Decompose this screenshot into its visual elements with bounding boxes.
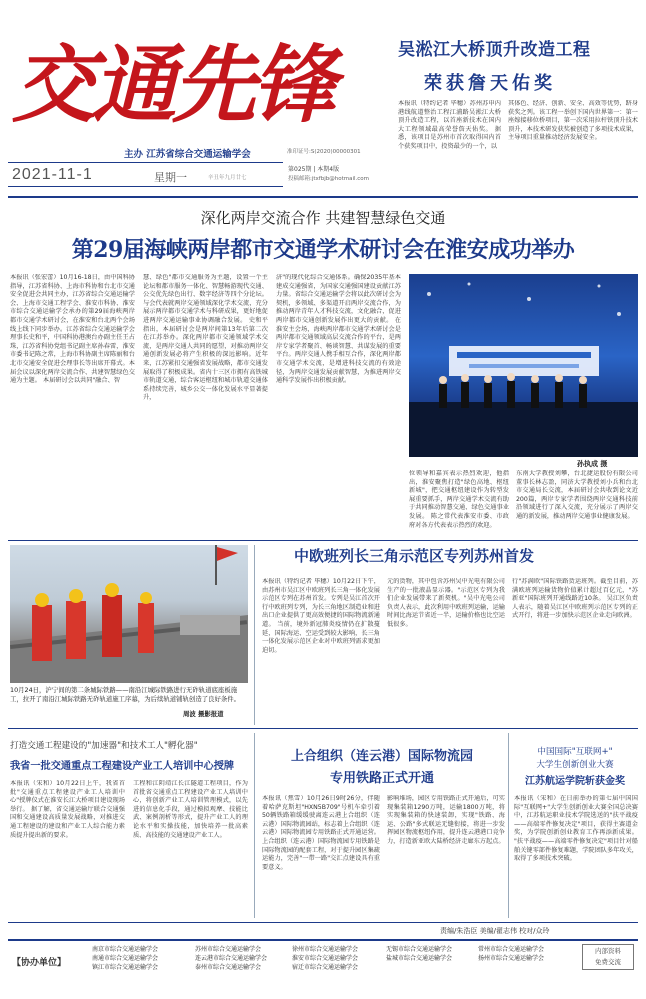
rail-photo-caption: 10月24日，沪宁间的第二条城际铁路——南沿江城际铁路进行无砟轨道底座板施工，拉开了南沿江城际铁路无砟轨道施工序幕，为后续轨道铺轨创造了良好条件。 [10,686,241,703]
masthead-internal-no: 准印证号:S(2020)00000301 [287,149,361,155]
china-europe-title: 中欧班列长三角示范区专列苏州首发 [294,547,535,565]
masthead-date: 2021-11-1 [12,166,93,183]
co-organizer: 泰州市综合交通运输学会 [195,964,262,971]
lianyungang-col2: 影响堆场，园区专用铁路正式开通后，可实现集装箱1290万吨，运输1800万吨，将实现集装箱的快速装卸，实现"铁路、海运、公路"多式联运无缝衔接，将进一步发挥园区物流枢纽作用，提升连云港港口竞争力，打造新亚欧大陆桥经济走廊东方起点。 [387,795,505,845]
conference-photo-credit: 孙执成 摄 [577,460,608,468]
co-organizer-col-3 [292,945,358,972]
boost-story-headline: 我省一批交通重点工程建设产业工人培训中心授牌 [10,761,235,772]
co-organizer-col-4 [386,945,452,963]
rail-photo-credit: 周波 摄影报道 [180,709,224,718]
main-story-kicker: 深化两岸交流合作 共建智慧绿色交通 [200,209,446,227]
lianyungang-col1: 本报讯（焦雪）10月26日9时26分，伴随着哈萨克斯坦"HXN5B709"号机车牵引着50辆铁路箱缓缓驶离连云港上合组织（连云港）国际物流园站，标志着上合组织（连云港）国际物流园专用铁路正式开通运营。 上合组织（连云港）国际物流园专用铁路是国际物流园的配套工程，对于提升园区集疏运能力，完善"一带一路"交汇点建设具有重要意义。 [262,795,380,871]
co-organizer: 南通市综合交通运输学会 [92,955,159,962]
top-story-title-line1: 吴淞江大桥顶升改造工程 [398,40,591,60]
conference-photo [409,274,638,457]
logo-text: 交通先锋 [12,35,333,134]
masthead-lunar: 辛丑年九月廿七 [208,175,247,181]
main-story-right-col: 东南大学教授刘攀，台北捷运股份有限公司董事长林志盈，同济大学教授刘小兵和台北市交通局长交流，本届研讨会共收到论文近200篇，两岸专家学者围绕两岸交通科技前沿领域进行了深入交流，充分展示了两岸交通的新发展，推动两岸交通事业健康发展。 [516,470,638,520]
stamp-line1: 内部资料 [595,947,621,955]
co-organizer: 苏州市综合交通运输学会 [195,946,262,953]
main-story-col3: 济"的现代化综合交通体系。确保2035年基本建成交通强省，为国家交通强国建设贡献江苏力量。省综合交通运输学会将以此次研讨会为契机，多领域、多渠道开启两岸交流合作，为推动两岸青年人才科技交流，文化融合，促进两岸都市交通创新发展作出更大的贡献。 在淮安主会场，海峡两岸都市交通学术研讨会是两岸都市交通领域高层交流合作的平台，是两岸专家学者聚首、畅谈智慧、共谋发展的重要平台。两岸交通人携手相互合作，深化两岸都市交通学术交流，是增进科技交流的有效途径，为两岸交通发展贡献智慧，为推进两岸交通科学发展作出积极贡献。 [276,274,401,385]
jiangsu-shipping-body: 本报讯（宋和）在日前举办的第七届中国国际"互联网+"大学生创新创业大赛全国总决赛中，江苏航运职业技术学院选送的"扶平战疫——高端零件修复决定"项目，获得主赛道金奖，为学院创新创业教育工作再添新成果。 "扶平战疫——高端零件修复决定"项目针对船舶关键零部件修复难题，学院团队多年攻关，取得了多项技术突破。 [514,795,638,863]
footer-editors: 责编/朱浩臣 美编/翟志伟 校对/众玲 [440,927,550,935]
masthead-logo [10,18,360,136]
co-organizer: 南京市综合交通运输学会 [92,946,159,953]
boost-story-col2: 工程和江阴靖江长江隧道工程项目，作为首批省交通重点工程建设产业工人培训中心，将创新产业工人培训管理模式，以先进的信息化手段，通过模拟观摩、技能比武、案例剖析等形式，提升产业工人的理论水平和实操技能，加快培养一批高素质、高技能的交通建设产业工人。 [133,780,248,839]
co-organizer: 淮安市综合交通运输学会 [292,955,359,962]
masthead-weekday: 星期一 [154,171,187,184]
co-organizer: 常州市综合交通运输学会 [478,946,545,953]
china-europe-col2: 元的货物，其中包含苏州吴中光电有限公司生产的一批液晶显示器。"示范区专列为我们企业发展带来了新契机。"吴中光电公司负责人表示，此次利用中欧班列运输，运输时间比海运节省近一半，运输价格也比空运低很多。 [387,578,505,628]
jiangsu-shipping-title-line3: 江苏航运学院斩获金奖 [525,776,625,787]
masthead-email: 投稿邮箱:jtxfbjb@hotmail.com [288,176,370,182]
top-story-col2: 其体色、经济、创新、安全、高效等优势，跻身获奖之列。该工程一举创下国内世界第一：第一座嫁接移位桥项目，第一次采用拉杆铁顶升技术顶升，本技术研发获奖被创造了多项技术成果，主导项目重量推动经济发展安全。 [508,100,638,142]
main-story-col2: 慧、绿色"都市交通服务为主题，设置一个主论坛和都市服务一体化、智慧畅游现代交通、公交优先绿色出行、数字经济等四个分论坛。与会代表就两岸交通领域深化学术交流，充分展示两岸都市交通学术与科研成果，更好地促进两岸交通运输事业协调融合发展。 史和平指出，本届研讨会是两岸间第13年后第二次在江苏举办。深化两岸都市交通领域学术交流，是两岸交通人共同的愿望，对推动两岸交通创新发展必将产生积极的深远影响。近年来，江苏紧扣交通强省发展战略，都市交通发展取得了积极成果。省内十三区市拥有高铁城市轨道交通，综合客运枢纽和城市轨道交通体系持续完善，城乡公交一体化发展水平显著提升， [143,274,268,402]
co-organizer: 镇江市综合交通运输学会 [92,964,159,971]
co-organizer-col-2 [195,945,267,972]
co-organizer: 宿迁市综合交通运输学会 [292,964,359,971]
footer-label: 【协办单位】 [12,958,67,968]
china-europe-col1: 本报讯（特约记者 毕穗）10月22日下午，由苏州市吴江区中欧班列长三角一体化发展示范区专列在苏州首发。专列是吴江首次开行中欧班列专列，为长三角地区制造业和进出口企业提供了更高效便捷的国际物流新通道。 当前，境外新冠肺炎疫情仍在扩散蔓延，国际海运、空运受到较大影响，长三角一体化发展示范区企业对中欧班列需求更加迫切。 [262,578,380,654]
jiangsu-shipping-title-line1: 中国国际"互联网+" [537,747,613,757]
co-organizer: 连云港市综合交通运输学会 [195,955,268,962]
co-organizer: 徐州市综合交通运输学会 [292,946,359,953]
co-organizer-col-1 [92,945,158,972]
masthead-sponsor: 主办 江苏省综合交通运输学会 [124,149,251,160]
stamp-line2: 免费交流 [595,958,621,966]
lianyungang-title-line2: 专用铁路正式开通 [329,771,434,786]
free-exchange-stamp [582,944,634,970]
top-story-title-line2: 荣获詹天佑奖 [424,73,556,94]
boost-story-col1: 本报讯（宋和）10月22日上午，我省首批"交通重点工程建设产业工人培训中心"授牌仪式在淮安长江大桥项目建设现场举行。 据了解，省交通运输厅联合交通强国和交通建设高质量发展战略，对推进交通工程建设的建设和产业工人综合能力素质提升提出新的要求。 [10,780,125,839]
co-organizer: 扬州市综合交通运输学会 [478,955,545,962]
rail-construction-photo [10,545,248,683]
co-organizer: 盐城市综合交通运输学会 [386,955,453,962]
china-europe-col3: 行"苏满欧"国际铁路货运班列。截至目前，苏满欧班列运输货物价值累计超过百亿元，"苏新亚"国际班列开通线路近10条。 吴江区负责人表示，随着吴江区中欧班列示范区专列的正式开行，将进一步加快示范区企业走向欧洲。 [512,578,638,620]
jiangsu-shipping-title-line2: 大学生创新创业大赛 [536,760,614,770]
masthead-issue-no: 第025期 | 本期4版 [288,166,340,173]
lianyungang-title-line1: 上合组织（连云港）国际物流园 [290,749,473,764]
co-organizer: 无锡市综合交通运输学会 [386,946,453,953]
co-organizer-col-5 [478,945,544,963]
top-story-col1: 本报讯（特约记者 毕穗）苏州苏申内港线航道整治工程江浦路吴淞江大桥顶升改造工程，以首座新技术在国内大工程领域最高荣誉詹天佑奖。 据悉，该项目是苏州市首次取得国内首个获奖项目中，投资最少的一个，以 [398,100,501,150]
main-story-headline: 第29届海峡两岸都市交通学术研讨会在淮安成功举办 [71,237,575,263]
main-story-col1: 本报讯（张宏蕾）10月16-18日，由中国科协指导，江苏省科协、上海市科协和台北市交通安全促进会共同主办，江苏省综合交通运输学会、上海市交通工程学会、淮安市科协、淮安市综合交通运输学会承办的第29届海峡两岸都市交通学术研讨会，在淮安和台北两个会场线上线下同步举办。江苏省综合交通运输学会理事长史和平，中国科协港澳台办副主任王占珠，江苏省科协党组书记副主席孙春雷，淮安市委书记陈之常，上海市科协副主席陈丽和台北市交通安全促进会理事长等出席开幕式。本届会议以深化两岸交流合作、共建智慧绿色交通为主题。 本届研讨会以共同"融合、智 [10,274,135,385]
boost-story-kicker: 打造交通工程建设的"加速器"和技术工人"孵化器" [10,741,198,751]
main-story-col4: 位领导和嘉宾表示热烈欢迎，他指出，淮安聚焦打造"绿色高地、枢纽新城"，把交通枢纽建设作为转型发展重要抓手，两岸交通学术交流有助于共同推动智慧交通、绿色交通事业发展。 陈之常代表淮安市委、市政府对各方代表表示热烈的欢迎。 [409,470,509,529]
